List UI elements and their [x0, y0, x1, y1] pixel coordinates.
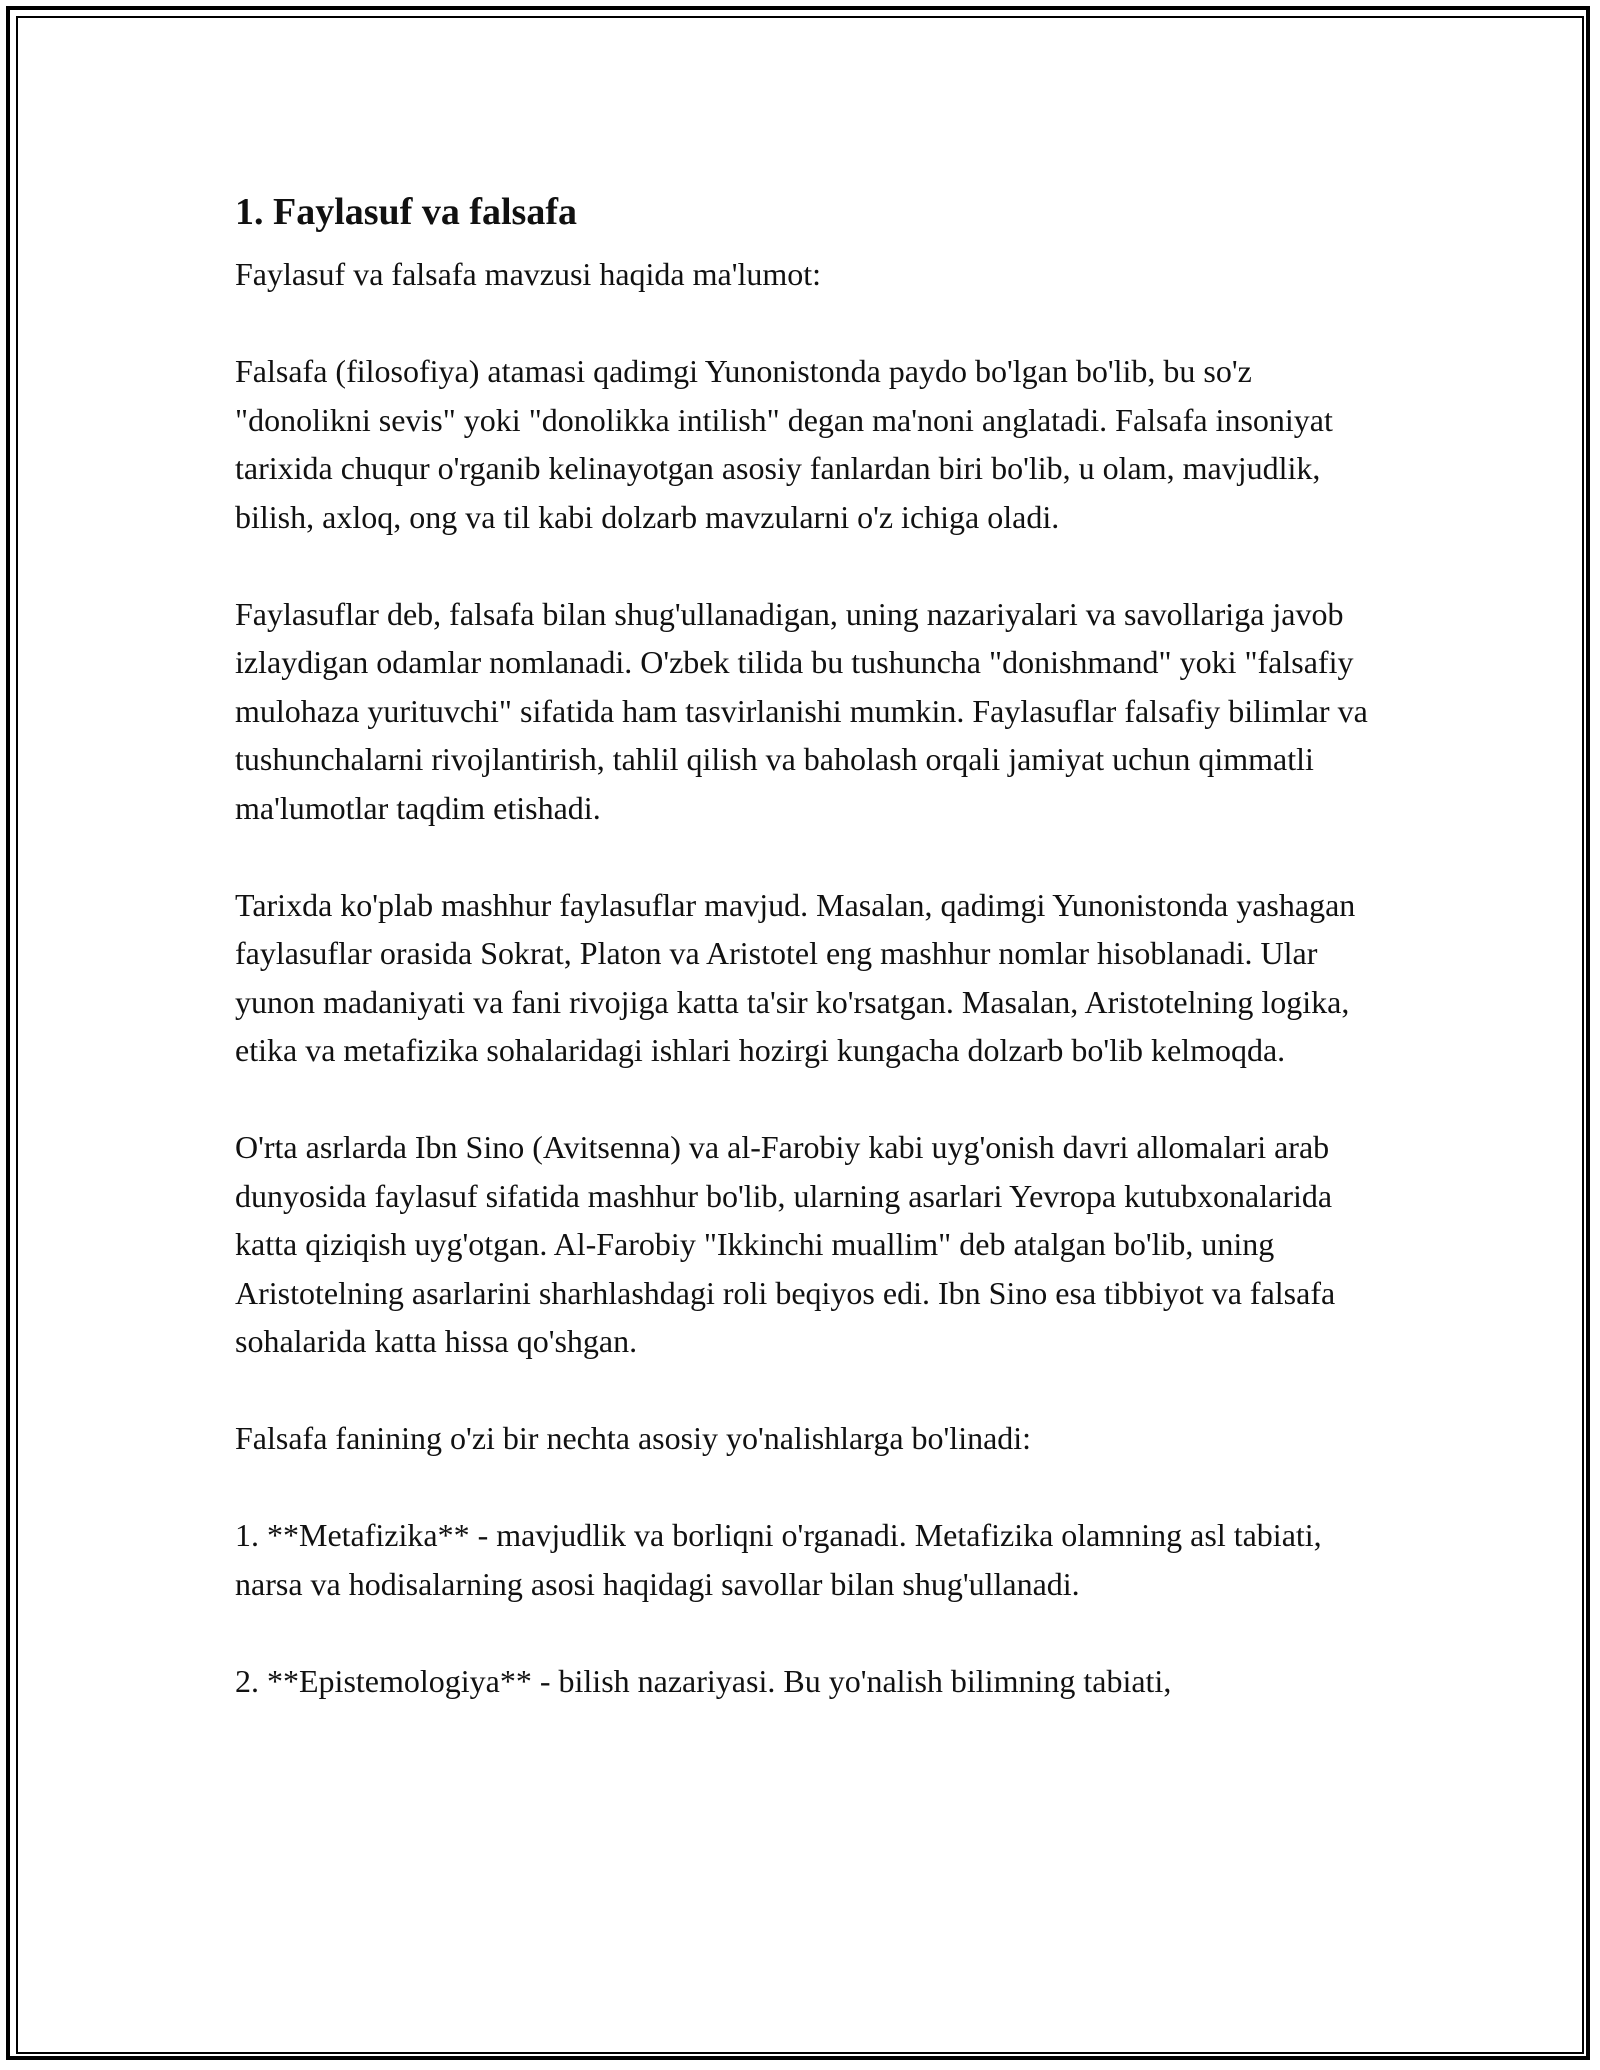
paragraph-falsafa-definition: Falsafa (filosofiya) atamasi qadimgi Yunonistonda paydo bo'lgan bo'lib, bu so'z "donolikni sevis" yoki "donolikka intilish" degan ma'noni anglatadi. Falsafa insoniyat tarixida chuqur o'rganib kelinayotgan asosiy fanlardan biri bo'lib, u olam, mavjudlik, bilish, axloq, ong va til kabi dolzarb mavzularni o'z ichiga oladi. — [235, 353, 1333, 535]
paragraph-intro: Faylasuf va falsafa mavzusi haqida ma'lumot: — [235, 256, 822, 292]
paragraph-greek-philosophers: Tarixda ko'plab mashhur faylasuflar mavjud. Masalan, qadimgi Yunonistonda yashagan faylasuflar orasida Sokrat, Platon va Aristotel eng mashhur nomlar hisoblanadi. Ular yunon madaniyati va fani rivojiga katta ta'sir ko'rsatgan. Masalan, Aristotelning logika, etika va metafizika sohalaridagi ishlari hozirgi kungacha dolzarb bo'lib kelmoqda. — [235, 886, 1356, 1068]
list-item-metafizika: 1. **Metafizika** - mavjudlik va borliqni o'rganadi. Metafizika olamning asl tabiati, narsa va hodisalarning asosi haqidagi savollar bilan shug'ullanadi. — [235, 1517, 1322, 1602]
paragraph-branches-intro: Falsafa fanining o'zi bir nechta asosiy yo'nalishlarga bo'linadi: — [235, 1420, 1032, 1456]
document-title: 1. Faylasuf va falsafa — [235, 191, 577, 233]
paragraph-middle-ages: O'rta asrlarda Ibn Sino (Avitsenna) va al-Farobiy kabi uyg'onish davri allomalari arab dunyosida faylasuf sifatida mashhur bo'lib, ularning asarlari Yevropa kutubxonalarida katta qiziqish uyg'otgan. Al-Farobiy "Ikkinchi muallim" deb atalgan bo'lib, uning Aristotelning asarlarini sharhlashdagi roli beqiyos edi. Ibn Sino esa tibbiyot va falsafa sohalarida katta hissa qo'shgan. — [235, 1129, 1336, 1359]
paragraph-faylasuflar: Faylasuflar deb, falsafa bilan shug'ullanadigan, uning nazariyalari va savollariga javob izlaydigan odamlar nomlanadi. O'zbek tilida bu tushuncha "donishmand" yoki "falsafiy mulohaza yurituvchi" sifatida ham tasvirlanishi mumkin. Faylasuflar falsafiy bilimlar va tushunchalarni rivojlantirish, tahlil qilish va baholash orqali jamiyat uchun qimmatli ma'lumotlar taqdim etishadi. — [235, 595, 1368, 826]
list-item-epistemologiya: 2. **Epistemologiya** - bilish nazariyasi. Bu yo'nalish bilimning tabiati, — [235, 1662, 1172, 1699]
document-body — [235, 186, 1375, 1754]
